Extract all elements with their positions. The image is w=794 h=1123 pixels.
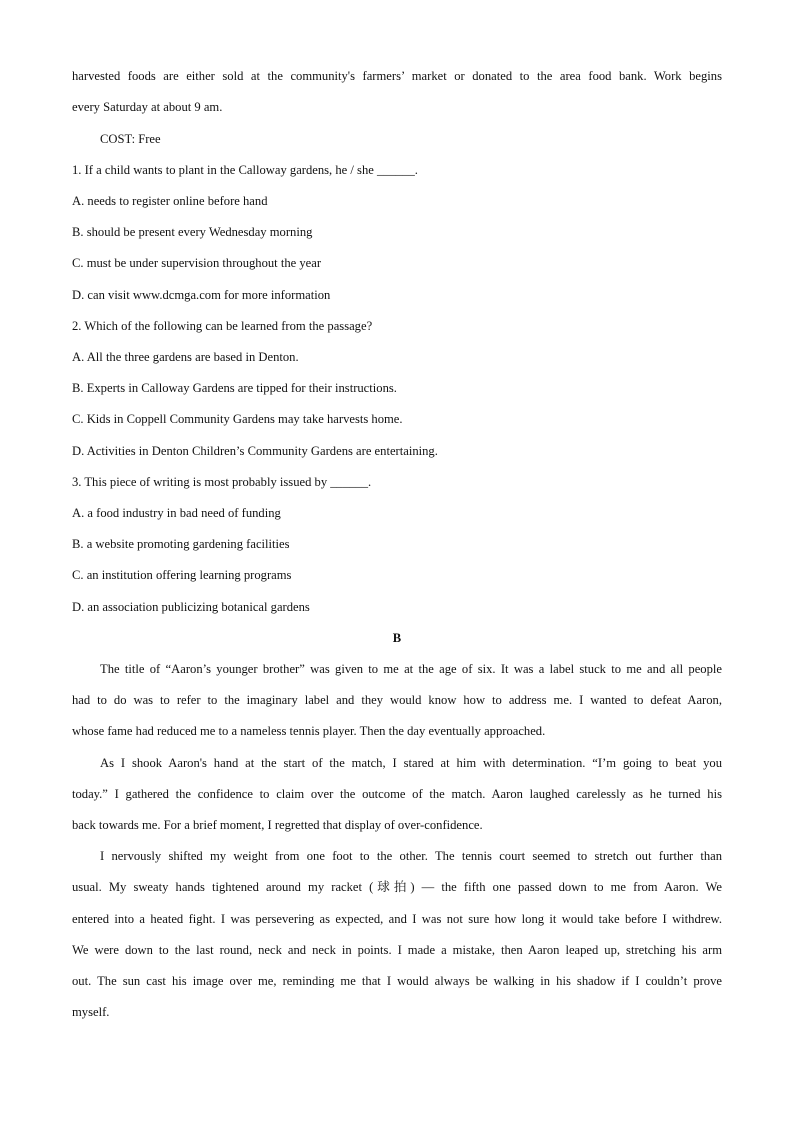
question-3-option-b: B. a website promoting gardening facilities [72, 537, 290, 551]
paragraph-2-line-1: As I shook Aaron's hand at the start of the match, I stared at him with determination. “I’m going to beat you [100, 756, 722, 770]
intro-line-2: every Saturday at about 9 am. [72, 100, 223, 114]
paragraph-1-line-1: The title of “Aaron’s younger brother” was given to me at the age of six. It was a label stuck to me and all people [100, 662, 722, 676]
paragraph-3-line-6: myself. [72, 1005, 110, 1019]
question-2-option-b: B. Experts in Calloway Gardens are tipped for their instructions. [72, 381, 397, 395]
question-2-option-a: A. All the three gardens are based in Denton. [72, 350, 299, 364]
paragraph-1-line-3: whose fame had reduced me to a nameless tennis player. Then the day eventually approached. [72, 724, 546, 738]
question-1-option-b: B. should be present every Wednesday morning [72, 225, 313, 239]
paragraph-3-line-4: We were down to the last round, neck and neck in points. I made a mistake, then Aaron leaped up, stretching his arm [72, 943, 722, 957]
question-3-stem: 3. This piece of writing is most probably issued by ______. [72, 475, 372, 489]
question-1-stem: 1. If a child wants to plant in the Calloway gardens, he / she ______. [72, 163, 418, 177]
question-3-option-c: C. an institution offering learning programs [72, 568, 292, 582]
intro-line-1: harvested foods are either sold at the community's farmers’ market or donated to the area food bank. Work begins [72, 69, 722, 83]
paragraph-1-line-2: had to do was to refer to the imaginary label and they would know how to address me. I wanted to defeat Aaron, [72, 693, 722, 707]
question-1-option-a: A. needs to register online before hand [72, 194, 268, 208]
paragraph-3-line-5: out. The sun cast his image over me, reminding me that I would always be walking in his shadow if I couldn’t prove [72, 974, 722, 988]
paragraph-2-line-2: today.” I gathered the confidence to claim over the outcome of the match. Aaron laughed carelessly as he turned his [72, 787, 722, 801]
question-2-option-d: D. Activities in Denton Children’s Community Gardens are entertaining. [72, 444, 438, 458]
question-3-option-d: D. an association publicizing botanical gardens [72, 600, 310, 614]
paragraph-3-line-2: usual. My sweaty hands tightened around my racket (球拍) — the fifth one passed down to me from Aaron. We [72, 880, 722, 894]
question-2-option-c: C. Kids in Coppell Community Gardens may take harvests home. [72, 412, 403, 426]
question-1-option-c: C. must be under supervision throughout the year [72, 256, 322, 270]
question-3-option-a: A. a food industry in bad need of funding [72, 506, 281, 520]
paragraph-3-line-3: entered into a heated fight. I was persevering as expected, and I was not sure how long it would take before I withdrew. [72, 912, 722, 926]
paragraph-2-line-3: back towards me. For a brief moment, I regretted that display of over-confidence. [72, 818, 483, 832]
section-heading: B [392, 631, 402, 645]
question-1-option-d: D. can visit www.dcmga.com for more information [72, 288, 331, 302]
cost-line: COST: Free [100, 132, 161, 146]
question-2-stem: 2. Which of the following can be learned from the passage? [72, 319, 373, 333]
paragraph-3-line-1: I nervously shifted my weight from one foot to the other. The tennis court seemed to stretch out further than [100, 849, 722, 863]
